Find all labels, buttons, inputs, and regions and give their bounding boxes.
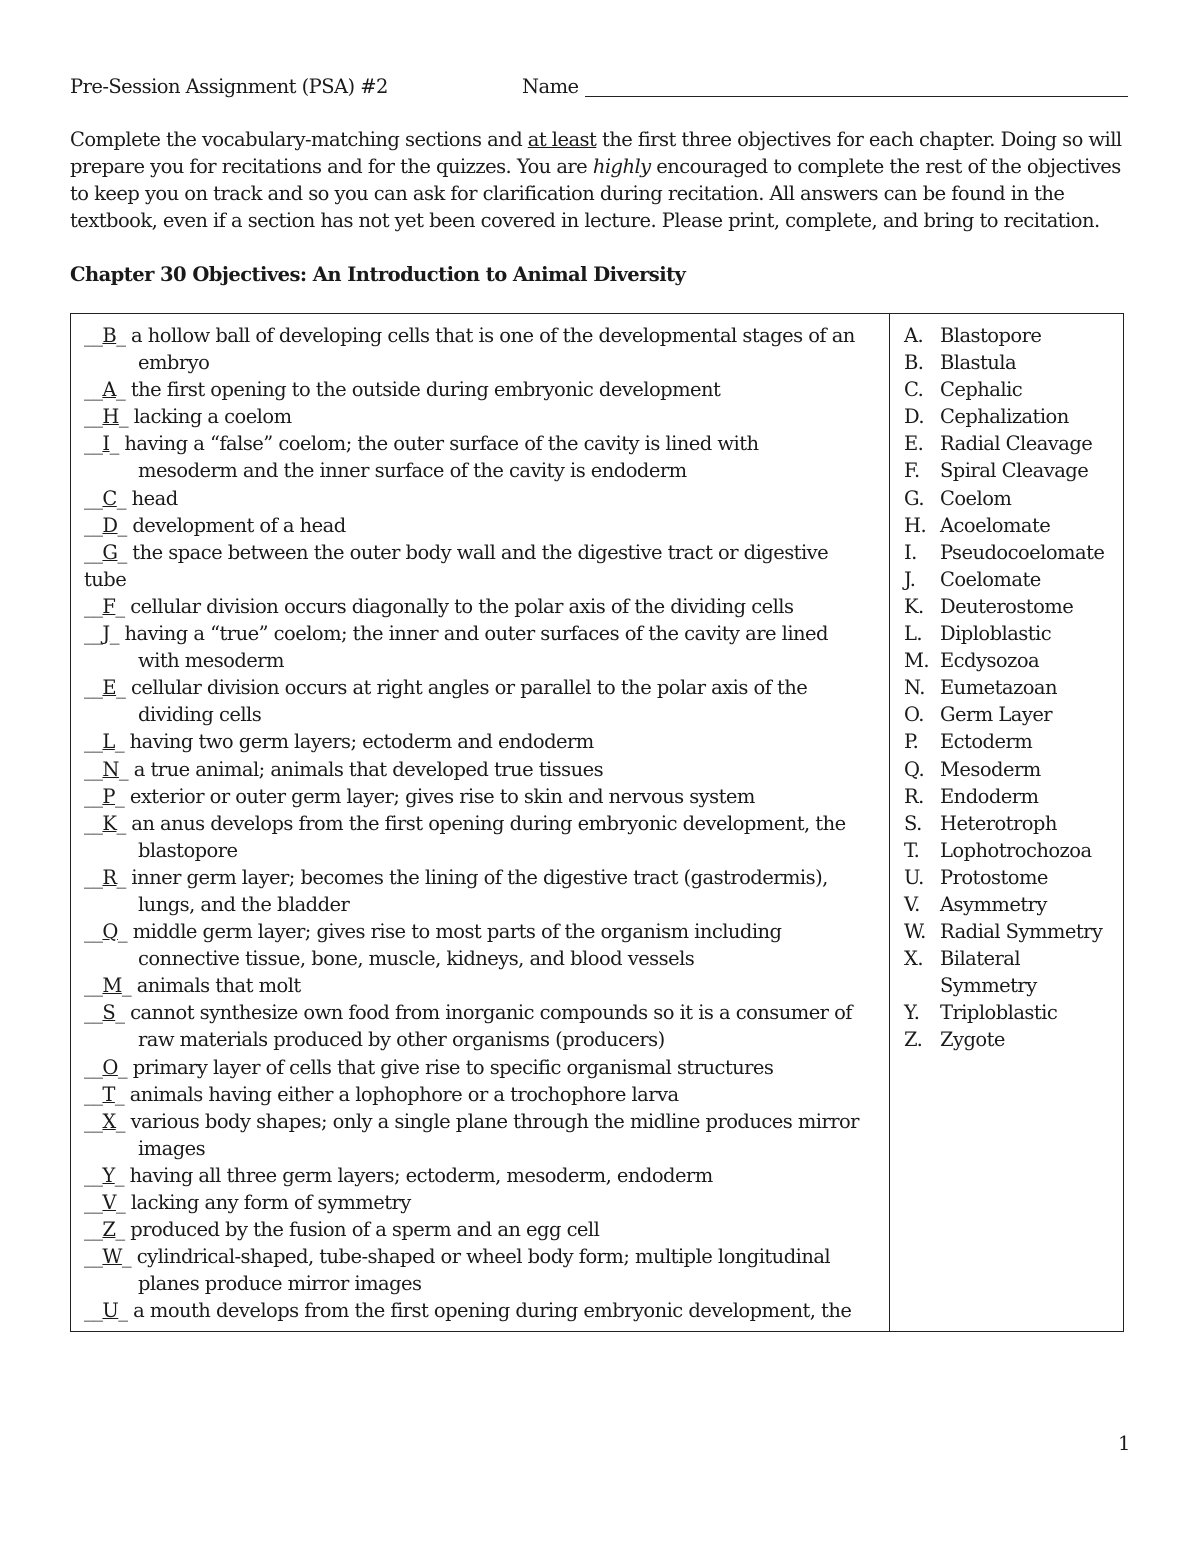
term-name: Asymmetry [940,892,1047,916]
definition-continuation: with mesoderm [138,649,284,673]
term-letter: G. [904,486,924,510]
definition-text: having a “false” coelom; the outer surface of the cavity is lined with [124,432,759,456]
definition-text: a mouth develops from the first opening during embryonic development, the [133,1299,852,1323]
term-name: Lophotrochozoa [940,838,1092,862]
definition-line [84,405,292,428]
term-name: Diploblastic [940,622,1052,646]
term-name: Protostome [940,865,1048,889]
answer-blank-end: _ [118,757,134,781]
definition-line [84,866,828,889]
intro-underlined: at least [527,128,597,151]
answer-blank-end: _ [114,730,130,754]
definition-text: a true animal; animals that developed true tissues [133,757,604,781]
term-item [904,999,1119,1026]
term-letter: F. [904,459,920,483]
answer-blank: __ [84,811,103,835]
term-name: Deuterostome [940,594,1074,618]
term-letter: J. [904,567,916,591]
answer-letter[interactable]: P [102,784,115,808]
answer-letter[interactable]: Q [102,920,118,944]
answer-letter[interactable]: L [102,730,115,754]
definition-line [84,432,759,455]
term-item [904,620,1119,647]
definition-text: head [131,486,178,510]
answer-letter[interactable]: C [102,486,117,510]
answer-letter[interactable]: H [102,405,119,429]
answer-letter[interactable]: K [102,811,117,835]
definition-line [84,1245,830,1268]
definition-line [84,514,346,537]
definition-item [84,485,884,512]
term-name: Coelom [940,486,1012,510]
term-item [904,403,1119,430]
definition-text: cellular division occurs diagonally to the polar axis of the dividing cells [130,594,794,618]
answer-blank: __ [84,594,103,618]
term-name: Pseudocoelomate [940,540,1105,564]
definition-item [84,1108,884,1162]
definition-list [84,322,884,1324]
definition-text: cylindrical-shaped, tube-shaped or wheel body form; multiple longitudinal [136,1245,831,1269]
definition-text: having all three germ layers; ectoderm, mesoderm, endoderm [129,1163,713,1187]
definition-item [84,1162,884,1189]
term-item [904,864,1119,891]
term-name: Zygote [940,1028,1005,1052]
term-name: Heterotroph [940,811,1057,835]
answer-blank-end: _ [116,811,132,835]
answer-letter[interactable]: S [102,1001,116,1025]
header [70,72,1130,102]
definition-line [84,622,828,645]
answer-blank: __ [84,1055,103,1079]
definition-line [84,1191,411,1214]
intro-text-2: the first three objectives for each chapter. Doing so will prepare you for recitations and for the quizzes. You are [70,128,1122,178]
term-letter: E. [904,432,924,456]
answer-blank: __ [84,974,103,998]
term-name: Ectoderm [940,730,1033,754]
term-name: Spiral Cleavage [940,459,1089,483]
answer-letter[interactable]: R [102,865,117,889]
term-letter: L. [904,622,923,646]
answer-blank: __ [84,1082,103,1106]
answer-blank-end: _ [117,513,133,537]
answer-letter[interactable]: O [102,1055,118,1079]
answer-blank: __ [84,378,103,402]
name-label: Name [522,75,579,98]
instructions-paragraph [70,126,1135,234]
answer-blank-end: _ [117,540,133,564]
name-field-line[interactable] [585,96,1128,97]
term-item [904,457,1119,484]
term-letter: H. [904,513,927,537]
term-letter: I. [904,540,917,564]
term-letter: B. [904,351,924,375]
term-item [904,1026,1119,1053]
definition-item [84,1054,884,1081]
term-name: Germ Layer [940,703,1053,727]
answer-blank: __ [84,324,103,347]
definition-item [84,728,884,755]
answer-letter[interactable]: T [102,1082,115,1106]
term-letter: T. [904,838,920,862]
definition-text: inner germ layer; becomes the lining of the digestive tract (gastrodermis), [131,865,828,889]
definition-text: animals having either a lophophore or a trochophore larva [129,1082,679,1106]
answer-blank: __ [84,784,103,808]
definition-item [84,1243,884,1297]
term-letter: C. [904,378,924,402]
answer-blank: __ [84,486,103,510]
term-letter: X. [904,947,923,971]
term-item [904,512,1119,539]
definition-continuation: blastopore [138,838,238,862]
definition-continuation: images [138,1136,206,1160]
answer-blank: __ [84,622,103,646]
answer-blank-end: _ [115,1001,131,1025]
answer-blank-end: _ [115,1109,131,1133]
term-item [904,485,1119,512]
term-letter: D. [904,405,925,429]
answer-blank-end: _ [114,1163,130,1187]
term-letter: P. [904,730,919,754]
assignment-title: Pre-Session Assignment (PSA) #2 [70,75,388,98]
term-item [904,647,1119,674]
definition-line [84,1110,859,1133]
answer-blank-end: _ [121,974,137,998]
definition-continuation: lungs, and the bladder [138,892,350,916]
definition-item [84,1216,884,1243]
term-letter: O. [904,703,924,727]
answer-blank-end: _ [118,1299,134,1323]
answer-letter[interactable]: V [102,1191,116,1214]
answer-blank: __ [84,865,103,889]
term-letter: W. [904,920,926,944]
answer-blank-end: _ [109,432,125,456]
definition-continuation: raw materials produced by other organisms (producers) [138,1028,665,1052]
answer-blank-end: _ [117,920,133,944]
definition-text: a hollow ball of developing cells that is one of the developmental stages of an [131,324,855,347]
definition-text: middle germ layer; gives rise to most parts of the organism including [132,920,782,944]
answer-blank: __ [84,1001,103,1025]
definition-line [84,324,855,347]
term-letter: Q. [904,757,925,781]
term-name: Radial Cleavage [940,432,1093,456]
term-letter: V. [904,892,920,916]
answer-blank-end: _ [116,676,131,700]
definition-line [84,974,301,997]
matching-table [70,313,1124,1332]
answer-blank-end: _ [115,378,131,402]
answer-letter[interactable]: B [102,324,117,347]
definition-item [84,1297,884,1324]
answer-letter[interactable]: J [102,622,110,646]
term-name: Blastopore [940,324,1042,347]
term-letter: Z. [904,1028,923,1052]
term-item [904,701,1119,728]
term-name: Cephalic [940,378,1023,402]
term-name: Cephalization [940,405,1069,429]
term-item [904,322,1119,349]
definition-item [84,1081,884,1108]
definition-line [84,812,846,835]
definition-text: development of a head [132,513,346,537]
term-letter: N. [904,676,925,700]
answer-blank: __ [84,920,103,944]
definition-continuation: dividing cells [138,703,262,727]
answer-blank-end: _ [117,1055,133,1079]
intro-italic: highly [592,155,651,178]
term-item [904,837,1119,864]
term-name: Ecdysozoa [940,649,1040,673]
term-letter: K. [904,594,924,618]
term-name: Triploblastic [940,1001,1058,1025]
term-name: Bilateral Symmetry [940,947,1037,998]
answer-blank-end: _ [109,622,125,646]
term-item [904,566,1119,593]
term-item [904,891,1119,918]
answer-blank-end: _ [118,405,134,429]
answer-letter[interactable]: Z [102,1218,116,1242]
definition-item [84,593,884,620]
answer-blank: __ [84,1191,103,1214]
definition-item [84,783,884,810]
answer-blank: __ [84,1163,103,1187]
answer-blank-end: _ [116,865,132,889]
answer-blank-end: _ [116,324,132,347]
definition-item [84,322,884,376]
definition-line [84,730,594,753]
answer-letter[interactable]: U [102,1299,119,1323]
term-name: Mesoderm [940,757,1041,781]
chapter-heading: Chapter 30 Objectives: An Introduction to Animal Diversity [70,263,686,286]
answer-letter[interactable]: W [102,1245,122,1269]
answer-blank: __ [84,1109,103,1133]
definition-text: having two germ layers; ectoderm and endoderm [129,730,594,754]
answer-blank: __ [84,1299,103,1323]
definition-item [84,403,884,430]
definition-line [84,1056,773,1079]
term-letter: S. [904,811,922,835]
answer-letter[interactable]: I [102,432,110,456]
term-item [904,376,1119,403]
answer-blank: __ [84,540,103,564]
answer-blank: __ [84,676,103,700]
definition-text: animals that molt [136,974,301,998]
definition-continuation: embryo [138,351,210,375]
definition-item [84,1189,884,1216]
term-item [904,756,1119,783]
term-letter: Y. [904,1001,920,1025]
answer-blank: __ [84,513,103,537]
answer-blank: __ [84,405,103,429]
definition-line [84,1299,851,1322]
answer-letter[interactable]: G [102,540,118,564]
answer-blank-end: _ [114,1082,130,1106]
definition-item [84,810,884,864]
term-item [904,349,1119,376]
answer-blank-end: _ [121,1245,137,1269]
definition-line [84,676,807,699]
term-item [904,918,1119,945]
definition-item [84,376,884,403]
term-name: Endoderm [940,784,1039,808]
intro-text-3: encouraged to complete the rest of the objectives to keep you on track and so you can ask for clarification during recitation. All answers can be found in the textbook, even if a section has not yet been covered in lecture. Please print, complete, and bring to recitation. [70,155,1121,232]
term-item [904,674,1119,701]
definition-text: the first opening to the outside during embryonic development [130,378,721,402]
definition-item [84,512,884,539]
term-letter: A. [904,324,924,347]
page-number: 1 [1118,1432,1130,1455]
term-item [904,945,1119,999]
definition-text: the space between the outer body wall and the digestive tract or digestive [132,540,829,564]
answer-letter[interactable]: E [102,676,117,700]
definition-line [84,920,782,943]
definition-item [84,972,884,999]
answer-blank-end: _ [116,486,132,510]
definition-continuation: mesoderm and the inner surface of the cavity is endoderm [138,459,687,483]
definition-item [84,674,884,728]
term-list [904,322,1119,1054]
term-letter: U. [904,865,924,889]
definition-item [84,864,884,918]
definition-continuation: connective tissue, bone, muscle, kidneys, and blood vessels [138,947,695,971]
answer-blank: __ [84,757,103,781]
definition-item [84,918,884,972]
answer-blank: __ [84,730,103,754]
answer-blank-end: _ [115,1191,131,1214]
definition-line [84,378,720,401]
definition-text: an anus develops from the first opening during embryonic development, the [131,811,846,835]
definition-text: lacking a coelom [133,405,292,429]
definition-text: lacking any form of symmetry [130,1191,411,1214]
definition-text: exterior or outer germ layer; gives rise to skin and nervous system [129,784,755,808]
answer-blank: __ [84,432,103,456]
answer-blank-end: _ [115,594,131,618]
answer-letter[interactable]: N [102,757,119,781]
term-letter: M. [904,649,930,673]
term-item [904,783,1119,810]
term-name: Blastula [940,351,1017,375]
term-item [904,430,1119,457]
intro-text-1: Complete the vocabulary-matching sections and [70,128,528,151]
definition-line [84,1218,599,1241]
definition-line [84,1001,852,1024]
definition-line [84,541,828,564]
definition-text: having a “true” coelom; the inner and outer surfaces of the cavity are lined [124,622,828,646]
definition-line [84,487,178,510]
term-name: Radial Symmetry [940,920,1103,944]
definition-continuation: planes produce mirror images [138,1272,422,1296]
definition-item [84,999,884,1053]
definition-line [84,1164,713,1187]
answer-letter[interactable]: A [102,378,116,402]
definition-line [84,595,793,618]
definition-text: cellular division occurs at right angles or parallel to the polar axis of the [130,676,808,700]
answer-blank: __ [84,1245,103,1269]
answer-blank: __ [84,1218,103,1242]
definition-line [84,785,755,808]
definition-text: primary layer of cells that give rise to specific organismal structures [132,1055,774,1079]
answer-letter[interactable]: Y [102,1163,115,1187]
definition-item [84,620,884,674]
answer-blank-end: _ [114,784,130,808]
answer-letter[interactable]: X [102,1109,116,1133]
term-item [904,810,1119,837]
definition-line [84,758,603,781]
term-item [904,593,1119,620]
definition-item [84,756,884,783]
answer-letter[interactable]: D [102,513,118,537]
term-name: Coelomate [940,567,1041,591]
column-divider [889,314,890,1331]
definition-item [84,539,884,593]
definition-item [84,430,884,484]
term-name: Eumetazoan [940,676,1057,700]
answer-letter[interactable]: F [102,594,116,618]
definition-continuation: tube [84,567,127,591]
term-letter: R. [904,784,924,808]
definition-text: produced by the fusion of a sperm and an egg cell [130,1218,600,1242]
answer-letter[interactable]: M [102,974,122,998]
definition-line [84,1083,679,1106]
term-item [904,539,1119,566]
definition-text: cannot synthesize own food from inorganic compounds so it is a consumer of [130,1001,852,1025]
term-name: Acoelomate [940,513,1051,537]
answer-blank-end: _ [115,1218,131,1242]
term-item [904,728,1119,755]
definition-text: various body shapes; only a single plane through the midline produces mirror [130,1109,859,1133]
